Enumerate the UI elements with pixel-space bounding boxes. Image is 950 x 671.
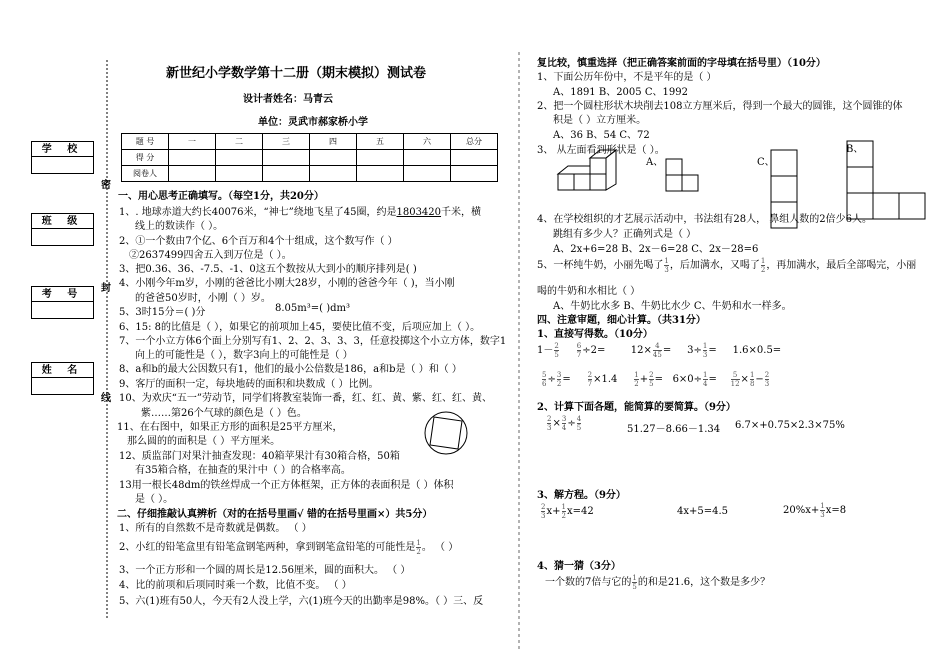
school-label: 学 校 — [32, 142, 93, 157]
option-A-shape — [666, 159, 716, 193]
fraction: $\frac{1}{4}$ — [703, 371, 708, 388]
oral-row-2 — [541, 371, 770, 388]
exam-number-label: 考 号 — [32, 287, 93, 302]
grader-row — [122, 166, 498, 182]
score-cell[interactable] — [404, 150, 451, 166]
fraction: $\frac{1}{2}$ — [416, 539, 421, 556]
school-unit: 单位：灵武市郝家桥小学 — [258, 117, 368, 128]
expr: 3÷ — [687, 345, 702, 356]
equation-2: 4x+5=4.5 — [677, 506, 729, 517]
expr: + — [639, 374, 649, 385]
score-cell[interactable] — [169, 150, 216, 166]
grader-cell[interactable] — [310, 166, 357, 182]
question-1-1 — [119, 203, 481, 218]
question-1-11: 11、在右图中，如果正方形的面积是25平方厘米， — [117, 422, 343, 433]
designer-name: 设计者姓名：马青云 — [243, 94, 333, 105]
question-text: ，后加满水，又喝了 — [669, 260, 760, 271]
part-2-heading: 2、计算下面各题，能简算的要简算。（9分） — [537, 402, 736, 413]
expr: = — [662, 345, 672, 356]
judge-4: 4、比的前项和后项同时乘一个数，比值不变。 （ ） — [119, 580, 352, 591]
judge-1: 1、所有的自然数不是奇数就是偶数。 （ ） — [119, 523, 312, 534]
fraction: $\frac{1}{8}$ — [749, 371, 755, 388]
question-1-3: 3、把0.36、36、-7.5、-1、0这五个数按从大到小的顺序排列是( ) — [119, 264, 417, 275]
score-cell[interactable] — [451, 150, 498, 166]
fraction: $\frac{3}{4}$ — [561, 415, 567, 432]
expr: = — [708, 345, 717, 356]
question-1-7b: 向上的可能性是（ ），数字3向上的可能性是（ ） — [135, 350, 353, 361]
calc-3: 6.7×+0.75×2.3×75% — [735, 420, 845, 431]
question-1-9: 9、客厅的面积一定，每块地砖的面积和块数成（ ）比例。 — [119, 379, 379, 390]
expr: x+ — [546, 506, 561, 517]
guess-question — [545, 573, 770, 591]
option-C: C、 — [757, 157, 775, 168]
question-1-5a: 5、3时15分＝( )分 — [119, 307, 206, 318]
fraction: $\frac{1}{5}$ — [632, 574, 637, 591]
page-divider — [518, 52, 520, 652]
question-text: 1、. 地球赤道大约长40076米，“神七”绕地飞星了45圈，约是 — [119, 207, 397, 218]
fraction: $\frac{2}{3}$ — [764, 371, 770, 388]
cube-stack-figure — [558, 140, 638, 190]
question-1-1-cont: 线上的数读作（ ）。 — [135, 221, 224, 232]
score-header: 总分 — [451, 134, 498, 150]
score-cell[interactable] — [216, 150, 263, 166]
question-1-10b: 紫……第26个气球的颜色是（ ）色。 — [141, 408, 307, 419]
expr: 1.6×0.5= — [732, 345, 782, 356]
equation-3 — [783, 502, 846, 519]
question-1-6: 6、15: 8的比值是（ ），如果它的前项加上45，要使比值不变，后项应加上（ ）。 — [119, 322, 481, 333]
choice-4b: 跳组有多少人？正确列式是（ ） — [553, 229, 697, 240]
expr: × — [552, 418, 561, 429]
question-1-4b: 的爸爸50岁时，小刚（ ）岁。 — [135, 293, 271, 304]
expr: − — [755, 374, 764, 385]
grader-cell[interactable] — [263, 166, 310, 182]
expr: x=8 — [825, 505, 847, 516]
grader-cell[interactable] — [404, 166, 451, 182]
choice-5-options: A、牛奶比水多 B、牛奶比水少 C、牛奶和水一样多。 — [553, 301, 792, 312]
question-text: 千米，横 — [441, 207, 482, 218]
fraction: $\frac{2}{7}$ — [587, 371, 593, 388]
part-3-heading: 3、解方程。（9分） — [537, 490, 626, 501]
fraction: $\frac{4}{45}$ — [652, 342, 662, 359]
score-header: 四 — [310, 134, 357, 150]
expr: ÷2= — [582, 345, 606, 356]
expr: x=42 — [566, 506, 594, 517]
choice-4: 4、在学校组织的才艺展示活动中，书法组有28人， 鼻组人数的2倍少6人。 — [537, 214, 872, 225]
question-text: 5、一杯纯牛奶，小丽先喝了 — [537, 260, 664, 271]
expr: 6×0÷ — [672, 374, 703, 385]
seal-mark-mi: 密 — [101, 180, 111, 191]
equation-1 — [540, 503, 594, 520]
question-text: 。 （ ） — [421, 542, 459, 553]
score-cell[interactable] — [357, 150, 404, 166]
score-header-row — [122, 134, 498, 150]
choice-5b: 喝的牛奶和水相比（ ） — [537, 286, 641, 297]
question-text: 2、小红的铅笔盒里有铅笔盒钢笔两种，拿到钢笔盒铅笔的可能性是 — [119, 542, 416, 553]
exam-title: 新世纪小学数学第十二册（期末模拟）测试卷 — [166, 66, 427, 81]
section4-heading: 四、注意审题，细心计算。（共31分） — [537, 315, 706, 326]
question-1-12: 12、质监部门对果汁抽查发现：40箱苹果汁有30箱合格，50箱 — [119, 451, 400, 462]
grader-row-label: 阅卷人 — [122, 166, 169, 182]
fraction: $\frac{5}{6}$ — [542, 371, 547, 388]
choice-4-options: A、2x+6=28 B、2x－6=28 C、2x－28=6 — [553, 244, 759, 255]
expr: = — [708, 374, 717, 385]
option-B-shape — [847, 141, 937, 221]
score-header: 六 — [404, 134, 451, 150]
name-label: 姓 名 — [32, 363, 93, 378]
question-1-13: 13用一根长48dm的铁丝焊成一个正方体框架，正方体的表面积是（ ）体积 — [119, 480, 454, 491]
seal-mark-feng: 封 — [101, 283, 111, 294]
choice-1-options: A、1891 B、2005 C、1992 — [553, 87, 688, 98]
question-text: ，再加满水，最后全部喝完，小丽 — [766, 260, 917, 271]
grader-cell[interactable] — [169, 166, 216, 182]
expr: 20%x+ — [783, 505, 820, 516]
fraction: $\frac{1}{2}$ — [634, 371, 639, 388]
choice-2b: 积是（ ）立方厘米。 — [553, 115, 647, 126]
expr: 1－ — [537, 345, 554, 356]
circle-square-figure — [424, 411, 468, 455]
option-B: B、 — [846, 144, 864, 155]
grader-cell[interactable] — [357, 166, 404, 182]
score-cell[interactable] — [263, 150, 310, 166]
judge-2 — [119, 538, 458, 556]
calc-1 — [546, 415, 582, 432]
class-label: 班 级 — [32, 214, 93, 229]
question-1-11b: 那么圆的的面积是（ ）平方厘米。 — [127, 436, 281, 447]
score-cell[interactable] — [310, 150, 357, 166]
exam-number-field[interactable] — [31, 286, 94, 319]
seal-mark-xian: 线 — [101, 393, 111, 404]
score-row — [122, 150, 498, 166]
judge-3: 3、一个正方形和一个圆的周长是12.56厘米，圆的面积大。 （ ） — [119, 565, 411, 576]
question-1-4: 4、小刚今年m岁，小刚的爸爸比小刚大28岁，小刚的爸爸今年（ )，当小刚 — [119, 278, 455, 289]
fraction: $\frac{1}{3}$ — [820, 502, 825, 519]
expr: 12× — [630, 345, 652, 356]
expr: ×1.4 — [593, 374, 618, 385]
fraction: $\frac{6}{7}$ — [576, 342, 582, 359]
question-text: 一个数的7倍与它的 — [545, 577, 632, 588]
expr: = — [562, 374, 571, 385]
underlined-number: 1803420 — [396, 207, 442, 218]
name-field[interactable] — [31, 362, 94, 395]
question-1-2b: ②2637499四舍五入到万位是（ ）。 — [129, 250, 292, 261]
question-1-12b: 有35箱合格，在抽查的果汁中（ ）的合格率高。 — [135, 465, 351, 476]
fraction: $\frac{5}{12}$ — [730, 371, 740, 388]
score-header: 题 号 — [122, 134, 169, 150]
question-1-8: 8、a和b的最大公因数只有1，他们的最小公倍数是186，a和b是（ ）和（ ） — [119, 364, 462, 375]
fraction: $\frac{4}{5}$ — [576, 415, 582, 432]
fraction: $\frac{3}{2}$ — [556, 371, 562, 388]
grader-cell[interactable] — [216, 166, 263, 182]
fraction: $\frac{1}{3}$ — [664, 257, 669, 274]
expr: × — [740, 374, 749, 385]
score-header: 一 — [169, 134, 216, 150]
question-1-10: 10、为欢庆“五一”劳动节，同学们将教室装饰一番，红、红、黄、紫、红、红、黄、 — [119, 393, 492, 404]
score-header: 三 — [263, 134, 310, 150]
calc-2: 51.27－8.66－1.34 — [627, 424, 721, 435]
question-1-2: 2、①一个数由7个亿、6个百万和4个十组成，这个数写作（ ） — [119, 236, 398, 247]
question-1-5b: 8.05m³=( )dm³ — [275, 303, 351, 314]
fraction: $\frac{2}{5}$ — [554, 342, 559, 359]
choice-3: 3、 从左面看到形状是（ ）。 — [537, 145, 665, 156]
fraction: $\frac{2}{3}$ — [547, 415, 552, 432]
fraction: $\frac{1}{2}$ — [561, 503, 566, 520]
binding-dashed-line — [106, 60, 108, 620]
grader-cell[interactable] — [451, 166, 498, 182]
expr: = — [654, 374, 664, 385]
judge-5: 5、六(1)班有50人，今天有2人没上学，六(1)班今天的出勤率是98%。（ ）三、反 — [119, 596, 484, 607]
choice-5 — [537, 256, 916, 274]
choice-2: 2、把一个圆柱形状木块削去108立方厘米后，得到一个最大的圆锥，这个圆锥的体 — [537, 101, 903, 112]
fraction: $\frac{1}{2}$ — [760, 257, 766, 274]
score-table — [121, 133, 498, 182]
section3-heading: 复比较，慎重选择（把正确答案前面的字母填在括号里）（10分） — [537, 58, 826, 69]
oral-row-1 — [537, 341, 781, 359]
section2-heading: 二、仔细推敲认真辨析（对的在括号里画√ 错的在括号里画×）共5分） — [117, 509, 433, 520]
score-row-label: 得 分 — [122, 150, 169, 166]
choice-2-options: A、36 B、54 C、72 — [553, 130, 650, 141]
score-header: 二 — [216, 134, 263, 150]
expr: ÷ — [567, 418, 576, 429]
expr: ÷ — [547, 374, 556, 385]
score-header: 五 — [357, 134, 404, 150]
question-1-7: 7、一个小立方体6个面上分别写有1、2、2、3、3、3，任意投掷这个小立方体，数字1 — [119, 336, 507, 347]
question-text: 的和是21.6，这个数是多少？ — [637, 577, 771, 588]
school-field[interactable] — [31, 141, 94, 174]
choice-1: 1、下面公历年份中，不是平年的是（ ） — [537, 72, 717, 83]
class-field[interactable] — [31, 213, 94, 246]
fraction: $\frac{2}{5}$ — [649, 371, 654, 388]
fraction: $\frac{1}{3}$ — [702, 342, 708, 359]
option-A: A、 — [646, 157, 664, 168]
part-1-heading: 1、直接写得数。（10分） — [537, 329, 653, 340]
part-4-heading: 4、猜一猜（3分） — [537, 561, 621, 572]
fraction: $\frac{2}{3}$ — [541, 503, 546, 520]
question-1-13b: 是（ ）。 — [135, 494, 174, 505]
section1-heading: 一、用心思考正确填写。（每空1分，共20分） — [118, 191, 324, 202]
